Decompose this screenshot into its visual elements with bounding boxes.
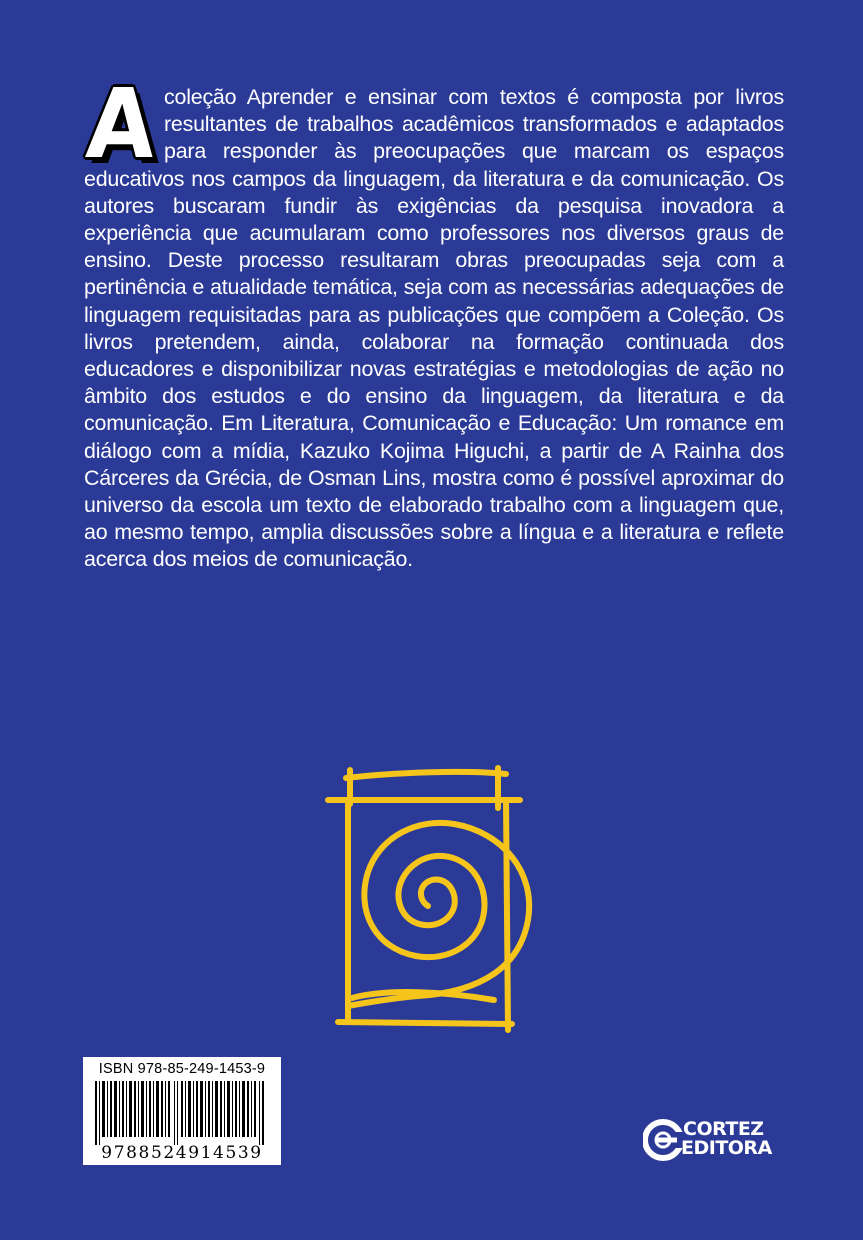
blurb-text: coleção Aprender e ensinar com textos é composta por livros resultantes de trabalhos acadêmicos transformados e adaptados para responder às preocupações que marcam os espaços educativos nos campos da linguagem, da literatura e da comunicação. Os autores buscaram fundir às exigências da pesquisa inovadora a experiência que acumularam como professores nos diversos graus de ensino. Deste processo resultaram obras preocupadas seja com a pertinência e atualidade temática, seja com as necessárias adequações de linguagem requisitadas para as publicações que compõem a Coleção. Os livros pretendem, ainda, colaborar na formação continuada dos educadores e disponibilizar novas estratégias e metodologias de ação no âmbito dos estudos e do ensino da linguagem, da literatura e da comunicação. Em Literatura, Comunicação e Educação: Um romance em diálogo com a mídia, Kazuko Kojima Higuchi, a partir de A Rainha dos Cárceres da Grécia, de Osman Lins, mostra como é possível aproximar do universo da escola um texto de elaborado trabalho com a linguagem que, ao mesmo tempo, amplia discussões sobre a língua e a literatura e reflete acerca dos meios de comunicação.: [84, 85, 784, 572]
publisher-logo: [643, 1118, 793, 1170]
back-cover-blurb: [83, 68, 784, 574]
publisher-name-line2: EDITORA: [681, 1137, 772, 1159]
drop-cap-letter: A: [83, 68, 159, 180]
isbn-barcode-block: [83, 1057, 281, 1165]
spiral-frame-icon: [298, 760, 568, 1040]
barcode-icon: [93, 1081, 271, 1145]
isbn-label: ISBN 978-85-249-1453-9: [98, 1061, 266, 1077]
isbn-digits: 9788524914539: [101, 1143, 263, 1163]
publisher-name-line1: CORTEZ: [683, 1118, 764, 1140]
